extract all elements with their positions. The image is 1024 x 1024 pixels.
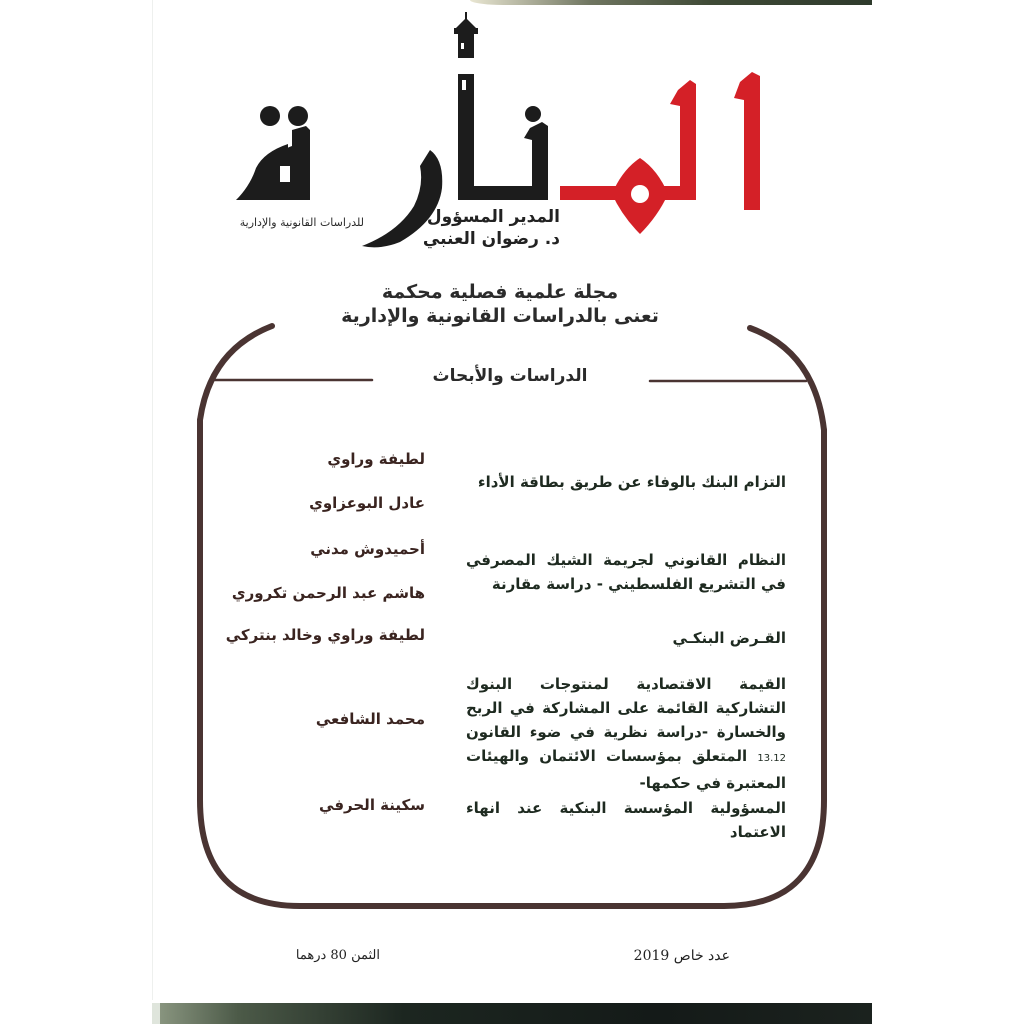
tagline xyxy=(300,280,700,328)
article-title-4-part-2: المتعلق بمؤسسات الائتمان والهيئات المعتبرة في حكمها- xyxy=(466,747,786,792)
page-edge xyxy=(152,0,153,1000)
article-author-3: أحميدوش مدني xyxy=(310,540,425,558)
editor-role: المدير المسؤول xyxy=(426,207,560,227)
article-author-7: سكينة الحرفي xyxy=(319,796,425,814)
article-author-6: محمد الشافعي xyxy=(315,710,425,728)
editor-block xyxy=(422,206,560,250)
article-author-2: عادل البوعزاوي xyxy=(309,494,425,512)
article-author-5: لطيفة وراوي وخالد بنتركي xyxy=(225,626,425,644)
scan-bottom-edge-highlight xyxy=(152,1003,160,1024)
title-red-part xyxy=(560,72,760,234)
lighthouse-icon xyxy=(454,12,478,58)
article-author-4: هاشم عبد الرحمن تكروري xyxy=(231,584,425,602)
scan-bottom-edge xyxy=(152,1003,872,1024)
issue-label: عدد خاص 2019 xyxy=(633,948,730,964)
article-author-1: لطيفة وراوي xyxy=(327,450,425,468)
tagline-line-1: مجلة علمية فصلية محكمة xyxy=(381,281,619,303)
journal-subtitle: للدراسات القانونية والإدارية xyxy=(239,216,364,229)
article-title-5: المسؤولية المؤسسة البنكية عند انهاء الاعتماد xyxy=(466,799,786,841)
article-title-3: القـرض البنكـي xyxy=(672,629,786,647)
price-label: الثمن 80 درهما xyxy=(295,948,380,963)
tagline-line-2: تعنى بالدراسات القانونية والإدارية xyxy=(341,305,659,327)
article-title-4-part-1: القيمة الاقتصادية لمنتوجات البنوك التشاركية القائمة على المشاركة في الربح والخسارة -دراسة نظرية في ضوء القانون xyxy=(466,675,786,741)
law-number: 13.12 xyxy=(757,753,786,764)
editor-name: د. رضوان العنبي xyxy=(422,229,560,249)
section-title: الدراسات والأبحاث xyxy=(432,366,588,386)
article-title-2: النظام القانوني لجريمة الشيك المصرفي في التشريع الفلسطيني - دراسة مقارنة xyxy=(466,551,786,593)
article-title-4 xyxy=(466,672,786,795)
scan-top-edge xyxy=(470,0,872,5)
article-title-1: التزام البنك بالوفاء عن طريق بطاقة الأداء xyxy=(477,473,786,491)
